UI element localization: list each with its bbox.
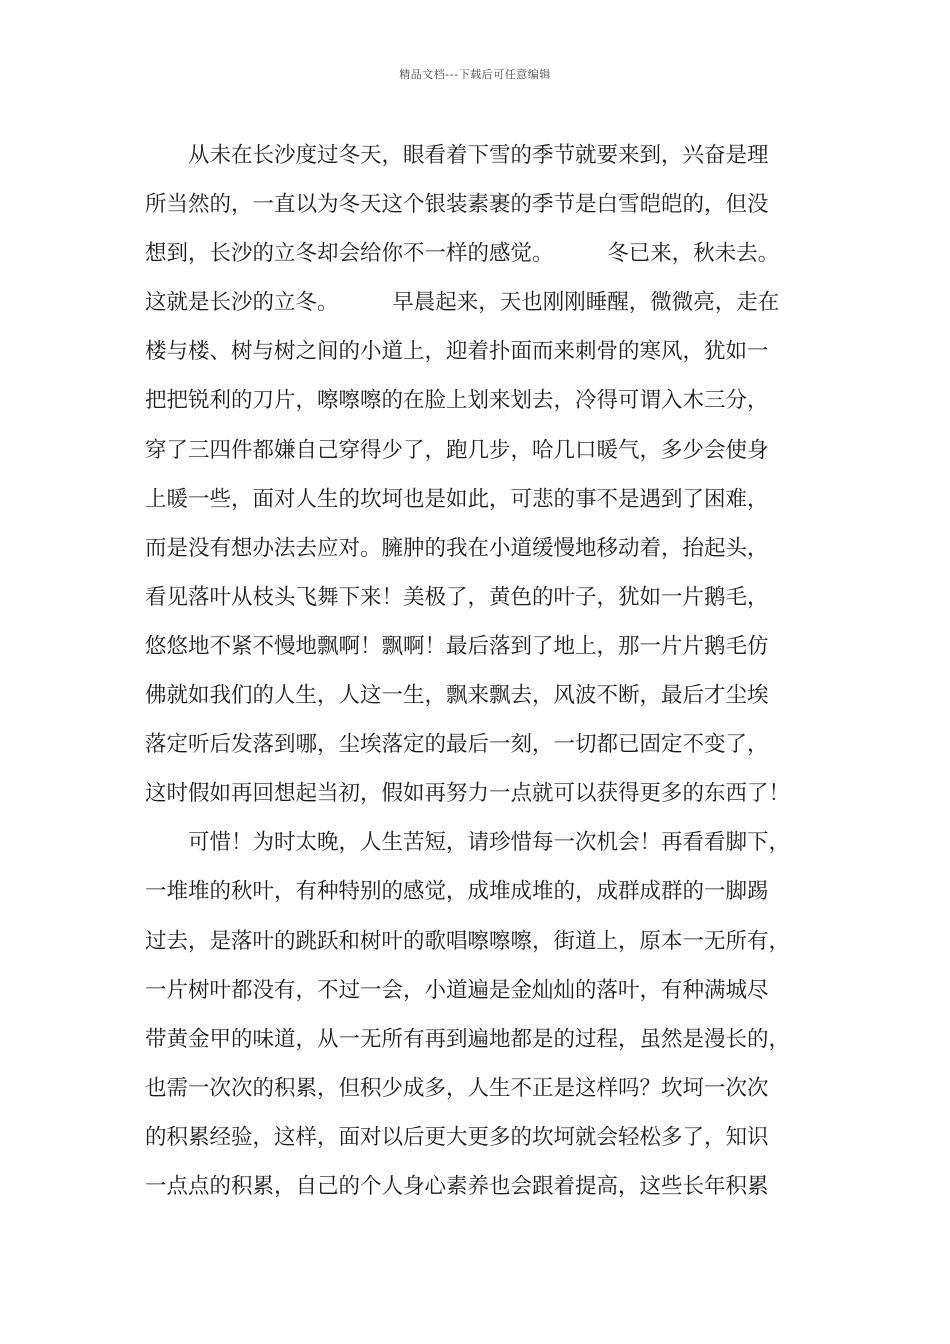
page-header: 精品文档---下载后可任意编辑 [399, 68, 551, 81]
text-line: 带黄金甲的味道，从一无所有再到遍地都是的过程，虽然是漫长的， [145, 1026, 791, 1052]
text-line: 一片树叶都没有，不过一会，小道遍是金灿灿的落叶，有种满城尽 [145, 977, 769, 1003]
text-line: 一堆堆的秋叶，有种特别的感觉，成堆成堆的，成群成群的一脚踢 [145, 879, 769, 905]
text-line: 楼与楼、树与树之间的小道上，迎着扑面而来刺骨的寒风，犹如一 [145, 339, 769, 365]
text-line: 这时假如再回想起当初，假如再努力一点就可以获得更多的东西了！ [145, 781, 791, 807]
text-line: 这就是长沙的立冬。 早晨起来，天也刚刚睡醒，微微亮，走在 [145, 290, 780, 316]
text-line: 悠悠地不紧不慢地飘啊！飘啊！最后落到了地上，那一片片鹅毛仿 [145, 633, 769, 659]
text-line: 穿了三四件都嫌自己穿得少了，跑几步，哈几口暖气，多少会使身 [145, 437, 769, 463]
text-line: 一点点的积累，自己的个人身心素养也会跟着提高，这些长年积累 [145, 1173, 769, 1199]
text-line: 想到，长沙的立冬却会给你不一样的感觉。 冬已来，秋未去。 [145, 241, 780, 267]
text-line: 上暖一些，面对人生的坎坷也是如此，可悲的事不是遇到了困难， [145, 486, 769, 512]
text-line: 佛就如我们的人生，人这一生，飘来飘去，风波不断，最后才尘埃 [145, 683, 769, 709]
text-line: 落定听后发落到哪，尘埃落定的最后一刻，一切都已固定不变了， [145, 732, 769, 758]
text-line: 看见落叶从枝头飞舞下来！美极了，黄色的叶子，犹如一片鹅毛， [145, 584, 769, 610]
text-line: 也需一次次的积累，但积少成多，人生不正是这样吗？坎坷一次次 [145, 1075, 769, 1101]
text-line: 可惜！为时太晚，人生苦短，请珍惜每一次机会！再看看脚下， [145, 830, 791, 856]
text-line: 而是没有想办法去应对。臃肿的我在小道缓慢地移动着，抬起头， [145, 535, 769, 561]
text-line: 从未在长沙度过冬天，眼看着下雪的季节就要来到，兴奋是理 [145, 143, 769, 168]
text-line: 过去，是落叶的跳跃和树叶的歌唱嚓嚓嚓，街道上，原本一无所有， [145, 928, 791, 954]
text-line: 所当然的，一直以为冬天这个银装素裹的季节是白雪皑皑的，但没 [145, 192, 769, 218]
body-text [145, 131, 810, 1211]
text-line: 把把锐利的刀片，嚓嚓嚓的在脸上划来划去，冷得可谓入木三分， [145, 388, 769, 414]
text-line: 的积累经验，这样，面对以后更大更多的坎坷就会轻松多了，知识 [145, 1124, 769, 1150]
